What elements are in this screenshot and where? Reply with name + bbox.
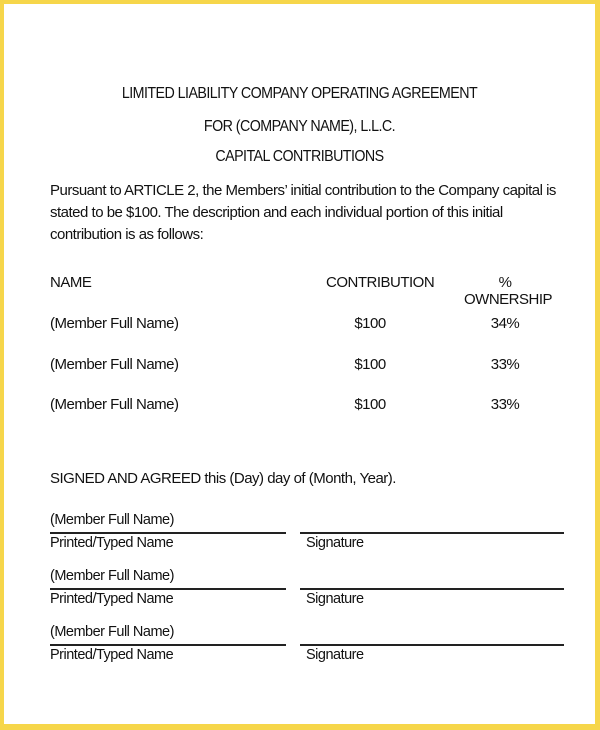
company-name-line: FOR (COMPANY NAME), L.L.C. [203,118,396,135]
signature-label: Signature [306,647,364,663]
printed-name-label: Printed/Typed Name [50,535,174,551]
signature-label: Signature [306,535,364,551]
signed-agreed-line: SIGNED AND AGREED this (Day) day of (Month, Year). [50,470,396,487]
document-page [4,4,595,724]
section-heading: CAPITAL CONTRIBUTIONS [215,148,384,165]
table-row-ownership: 34% [490,315,520,332]
member-name: (Member Full Name) [50,512,174,528]
contribution-paragraph: Pursuant to ARTICLE 2, the Members’ initial contribution to the Company capital is stated to be $100. The description and each individual portion of this initial contribution is as follows: [50,182,556,243]
table-row-contribution: $100 [354,396,386,413]
table-row-ownership: 33% [490,396,520,413]
signature-block [50,624,564,672]
printed-name-line[interactable] [50,644,286,646]
header-name: NAME [50,274,92,291]
printed-name-line[interactable] [50,532,286,534]
signature-line[interactable] [300,644,564,646]
table-row-name: (Member Full Name) [50,356,179,373]
signature-label: Signature [306,591,364,607]
printed-name-label: Printed/Typed Name [50,591,174,607]
signature-line[interactable] [300,588,564,590]
printed-name-label: Printed/Typed Name [50,647,174,663]
table-row-contribution: $100 [354,315,386,332]
signature-line[interactable] [300,532,564,534]
signature-block [50,568,564,616]
header-contribution: CONTRIBUTION [326,274,435,291]
member-name: (Member Full Name) [50,568,174,584]
header-ownership: % OWNERSHIP [464,274,553,308]
signature-block [50,512,564,560]
table-row-contribution: $100 [354,356,386,373]
member-name: (Member Full Name) [50,624,174,640]
document-title: LIMITED LIABILITY COMPANY OPERATING AGREEMENT [121,85,478,102]
table-row-ownership: 33% [490,356,520,373]
printed-name-line[interactable] [50,588,286,590]
table-row-name: (Member Full Name) [50,396,179,413]
table-row-name: (Member Full Name) [50,315,179,332]
